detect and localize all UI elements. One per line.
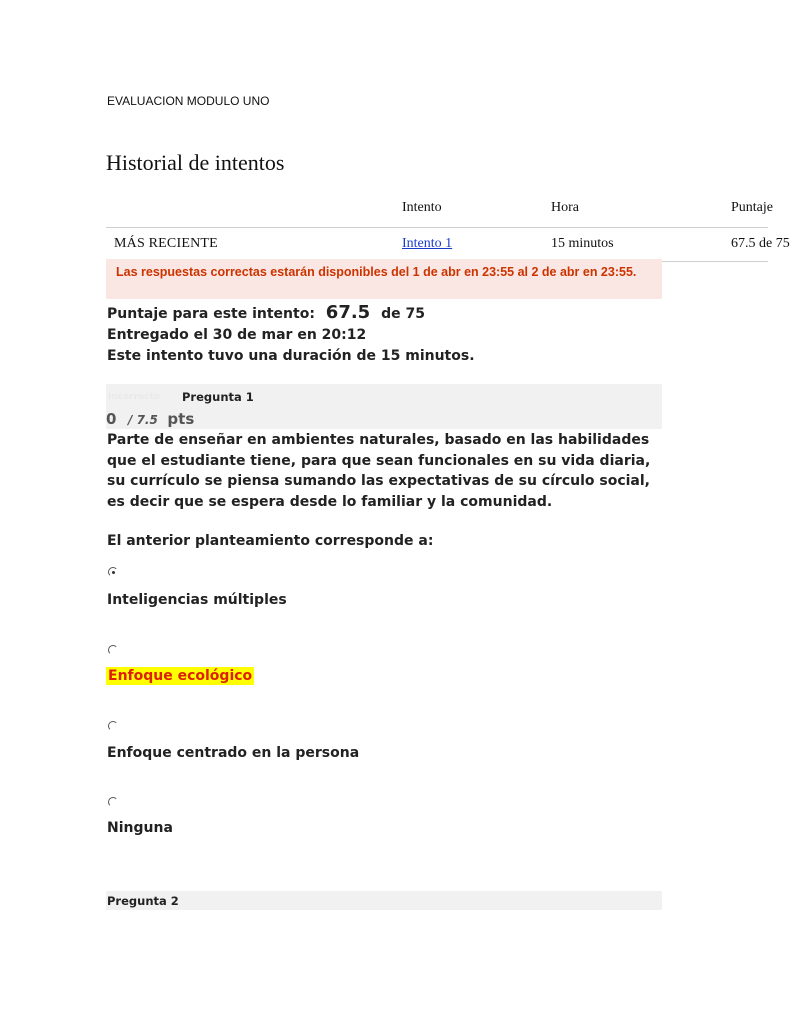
option-3-label: Enfoque centrado en la persona	[107, 745, 360, 761]
option-2-label-correct: Enfoque ecológico	[108, 668, 253, 684]
attempt-score: 67.5 de 75	[731, 236, 790, 251]
option-2-radio[interactable]	[108, 645, 118, 655]
points-max: / 7.5	[128, 413, 158, 427]
option-4-radio[interactable]	[108, 797, 118, 807]
option-4-label: Ninguna	[107, 820, 173, 836]
document-header: EVALUACION MODULO UNO	[107, 94, 270, 108]
question-1-label: Pregunta 1	[182, 390, 254, 404]
question-2-label: Pregunta 2	[107, 894, 179, 908]
history-title: Historial de intentos	[106, 150, 285, 175]
option-1-label: Inteligencias múltiples	[107, 592, 287, 608]
header-puntaje: Puntaje	[731, 200, 773, 215]
question-1-status: Incorrecto	[108, 392, 161, 402]
score-prefix: Puntaje para este intento:	[107, 306, 315, 322]
option-3-radio[interactable]	[108, 721, 118, 731]
score-suffix: de 75	[381, 306, 425, 322]
header-hora: Hora	[551, 200, 579, 215]
question-1-prompt: El anterior planteamiento corresponde a:	[107, 533, 434, 549]
question-1-points	[106, 409, 194, 428]
question-1-text: Parte de enseñar en ambientes naturales, basado en las habilidades que el estudiante tiene, para que sean funcionales en su vida diaria, su currículo se piensa sumando las expectativas de su círculo social, es decir que se espera desde lo familiar y la comunidad.	[107, 432, 651, 510]
submitted-line: Entregado el 30 de mar en 20:12	[107, 327, 367, 343]
score-value: 67.5	[325, 302, 371, 323]
attempts-table	[106, 192, 790, 262]
points-earned: 0	[106, 410, 117, 428]
answers-availability-notice	[106, 259, 662, 299]
question-1-header	[106, 384, 662, 429]
attempt-label: MÁS RECIENTE	[114, 236, 218, 251]
notice-text: Las respuestas correctas estarán disponibles del 1 de abr en 23:55 al 2 de abr en 23:55.	[116, 265, 637, 279]
table-row	[106, 228, 790, 262]
points-unit: pts	[167, 410, 195, 428]
attempts-table-header	[106, 192, 773, 228]
score-line	[107, 302, 475, 325]
attempt-summary	[107, 302, 475, 367]
option-1-radio[interactable]	[108, 567, 118, 577]
attempt-time: 15 minutos	[551, 236, 614, 251]
duration-line: Este intento tuvo una duración de 15 minutos.	[107, 348, 475, 364]
header-intento: Intento	[402, 200, 442, 215]
attempt-link[interactable]: Intento 1	[402, 236, 453, 251]
question-2-header	[106, 891, 662, 910]
